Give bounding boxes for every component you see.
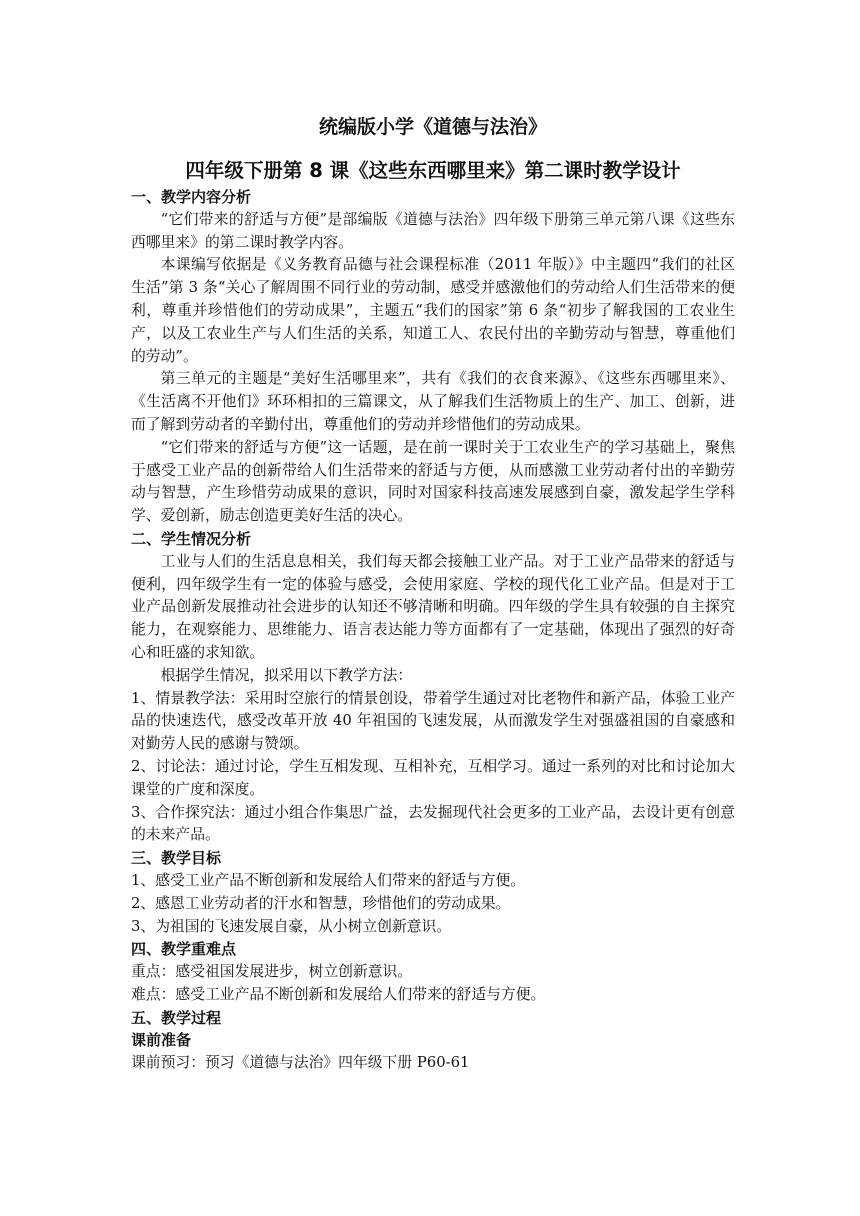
- method-item: 1、情景教学法：采用时空旅行的情景创设，带着学生通过对比老物件和新产品，体验工业产品的快速迭代，感受改革开放 40 年祖国的飞速发展，从而激发学生对强盛祖国的自豪感和对勤劳人民的感谢与赞颂。: [131, 689, 735, 753]
- section-teaching-process: [131, 1007, 735, 1075]
- section-heading: 五、教学过程: [131, 1008, 222, 1027]
- subsection-heading: 课前准备: [131, 1031, 192, 1050]
- paragraph: “它们带来的舒适与方便”这一话题，是在前一课时关于工农业生产的学习基础上，聚焦于感受工业产品的创新带给人们生活带来的舒适与方便，从而感激工业劳动者付出的辛勤劳动与智慧，产生珍惜劳动成果的意识，同时对国家科技高速发展感到自豪，激发起学生学科学、爱创新，励志创造更美好生活的决心。: [131, 438, 735, 525]
- section-key-difficult-points: [131, 938, 735, 1006]
- document-title: 统编版小学《道德与法治》: [318, 116, 547, 138]
- document-page: [131, 112, 735, 1075]
- method-item: 2、讨论法：通过讨论，学生互相发现、互相补充，互相学习。通过一系列的对比和讨论加大课堂的广度和深度。: [131, 757, 735, 798]
- section-heading: 三、教学目标: [131, 849, 222, 868]
- paragraph: 根据学生情况，拟采用以下教学方法：: [160, 666, 413, 684]
- section-heading: 一、教学内容分析: [131, 188, 252, 206]
- section-student-analysis: [131, 528, 735, 847]
- paragraph: 本课编写依据是《义务教育品德与社会课程标准（2011 年版）》中主题四“我们的社区生活”第 3 条“关心了解周围不同行业的劳动制，感受并感激他们的劳动给人们生活带来的便利，尊重并珍惜他们的劳动成果”，主题五“我们的国家”第 6 条“初步了解我国的工农业生产，以及工农业生产与人们生活的关系，知道工人、农民付出的辛勤劳动与智慧，尊重他们的劳动”。: [131, 256, 735, 365]
- goal-item: 3、为祖国的飞速发展自豪，从小树立创新意识。: [131, 917, 452, 935]
- preview-text: 课前预习：预习《道德与法治》四年级下册 P60-61: [131, 1054, 470, 1072]
- paragraph: 工业与人们的生活息息相关，我们每天都会接触工业产品。对于工业产品带来的舒适与便利，四年级学生有一定的体验与感受，会使用家庭、学校的现代化工业产品。但是对于工业产品创新发展推动社会进步的认知还不够清晰和明确。四年级的学生具有较强的自主探究能力，在观察能力、思维能力、语言表达能力等方面都有了一定基础，体现出了强烈的好奇心和旺盛的求知欲。: [131, 552, 735, 661]
- section-content-analysis: [131, 186, 735, 528]
- section-heading: 二、学生情况分析: [131, 529, 252, 548]
- section-teaching-goals: [131, 847, 735, 938]
- goal-item: 1、感受工业产品不断创新和发展给人们带来的舒适与方便。: [131, 871, 526, 889]
- method-item: 3、合作探究法：通过小组合作集思广益，去发掘现代社会更多的工业产品，去设计更有创意的未来产品。: [131, 803, 735, 844]
- key-point: 重点：感受祖国发展进步，树立创新意识。: [131, 963, 413, 981]
- paragraph: 第三单元的主题是“美好生活哪里来”，共有《我们的衣食来源》、《这些东西哪里来》、《生活离不开他们》环环相扣的三篇课文，从了解我们生活物质上的生产、加工、创新，进而了解到劳动者的辛勤付出，尊重他们的劳动并珍惜他们的劳动成果。: [131, 370, 735, 433]
- section-heading: 四、教学重难点: [131, 940, 237, 959]
- difficult-point: 难点：感受工业产品不断创新和发展给人们带来的舒适与方便。: [131, 985, 546, 1003]
- paragraph: “它们带来的舒适与方便”是部编版《道德与法治》四年级下册第三单元第八课《这些东西哪里来》的第二课时教学内容。: [131, 210, 735, 251]
- goal-item: 2、感恩工业劳动者的汗水和智慧，珍惜他们的劳动成果。: [131, 894, 511, 912]
- document-subtitle: 四年级下册第 8 课《这些东西哪里来》第二课时教学设计: [185, 159, 681, 182]
